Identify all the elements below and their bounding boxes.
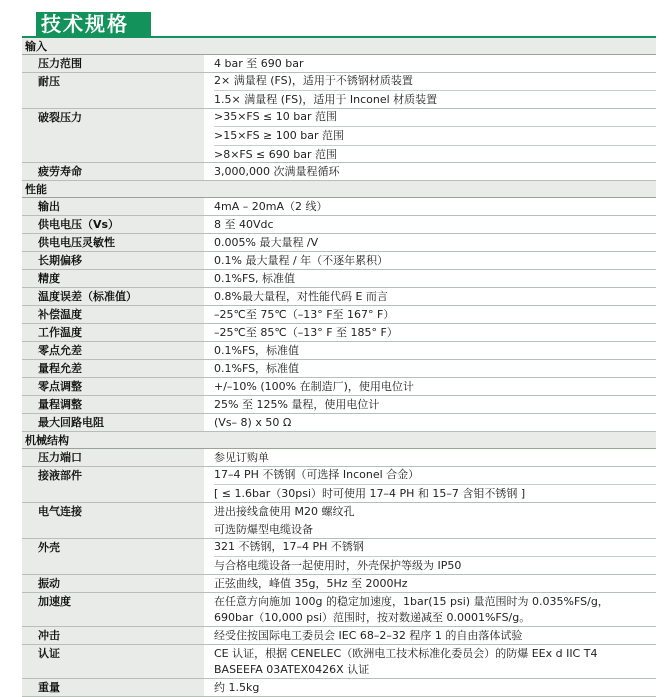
spec-value: [204, 252, 656, 270]
section-header: 机械结构: [22, 432, 656, 449]
spec-value-line: 在任意方向施加 100g 的稳定加速度，1bar(15 psi) 量范围时为 0.035%FS/g，: [214, 594, 609, 608]
spec-label: 最大回路电阻: [22, 414, 204, 432]
spec-row: [22, 288, 656, 306]
spec-label: 温度误差（标准值）: [22, 288, 204, 306]
spec-row: [22, 539, 656, 575]
spec-label: 电气连接: [22, 503, 204, 539]
spec-value: [204, 342, 656, 360]
spec-label: 供电电压（Vs）: [22, 216, 204, 234]
spec-value-line: 17–4 PH 不锈钢（可选择 Inconel 合金）: [214, 468, 420, 481]
spec-value-line: –25℃至 85℃（–13° F 至 185° F）: [214, 325, 398, 339]
spec-row: [22, 593, 656, 627]
spec-value-line: 0.1%FS，标准值: [214, 361, 300, 375]
spec-value-line: 4 bar 至 690 bar: [214, 56, 304, 70]
spec-label: 认证: [22, 645, 204, 679]
spec-row: [22, 360, 656, 378]
spec-value-line: 8 至 40Vdc: [214, 217, 274, 231]
spec-value-line: 690bar（10,000 psi）范围时，按对数递减至 0.0001%FS/g。: [214, 610, 531, 624]
spec-value: [204, 306, 656, 324]
spec-value-line: 参见订购单: [214, 450, 269, 464]
spec-row: [22, 198, 656, 216]
spec-value: [204, 270, 656, 288]
spec-row: [22, 234, 656, 252]
spec-table: [22, 38, 656, 697]
spec-value: [204, 55, 656, 73]
spec-label: 长期偏移: [22, 252, 204, 270]
spec-value-line: 经受住按国际电工委员会 IEC 68–2–32 程序 1 的自由落体试验: [214, 628, 523, 642]
spec-label: 重量: [22, 679, 204, 697]
section-header: 性能: [22, 181, 656, 198]
spec-label: 输出: [22, 198, 204, 216]
spec-value: [204, 324, 656, 342]
spec-value-line: BASEEFA 03ATEX0426X 认证: [214, 662, 370, 676]
spec-row: [22, 396, 656, 414]
spec-value: [204, 163, 656, 181]
spec-label: 破裂压力: [22, 109, 204, 163]
spec-value-line: 2× 满量程 (FS)，适用于不锈钢材质装置: [214, 74, 413, 87]
spec-label: 量程允差: [22, 360, 204, 378]
spec-value: [204, 467, 656, 503]
spec-row: [22, 414, 656, 432]
spec-value-line: CE 认证，根据 CENELEC（欧洲电工技术标准化委员会）的防爆 EEx d IIC T4: [214, 646, 598, 660]
spec-row: [22, 252, 656, 270]
spec-label: 接液部件: [22, 467, 204, 503]
spec-row: [22, 449, 656, 467]
spec-value: [204, 216, 656, 234]
spec-label: 量程调整: [22, 396, 204, 414]
spec-value-line: 25% 至 125% 量程，使用电位计: [214, 397, 380, 411]
spec-value: [204, 645, 656, 679]
spec-label: 振动: [22, 575, 204, 593]
spec-row: [22, 109, 656, 163]
spec-value-line: 0.1%FS，标准值: [214, 343, 300, 357]
spec-row: [22, 306, 656, 324]
spec-row: [22, 575, 656, 593]
spec-label: 疲劳寿命: [22, 163, 204, 181]
spec-value-line: >15×FS ≥ 100 bar 范围: [214, 126, 656, 145]
spec-value-line: 约 1.5kg: [214, 680, 260, 694]
spec-value-line: 0.005% 最大量程 /V: [214, 235, 319, 249]
spec-row: [22, 163, 656, 181]
spec-value-line: >8×FS ≤ 690 bar 范围: [214, 145, 656, 164]
spec-value: [204, 575, 656, 593]
spec-row: [22, 270, 656, 288]
spec-value-line: –25℃至 75℃（–13° F至 167° F）: [214, 307, 395, 321]
spec-value-line: 正弦曲线，峰值 35g，5Hz 至 2000Hz: [214, 576, 408, 590]
spec-row: [22, 342, 656, 360]
spec-label: 零点调整: [22, 378, 204, 396]
spec-row: [22, 378, 656, 396]
spec-value-line: (Vs– 8) x 50 Ω: [214, 415, 292, 429]
spec-value-line: 0.1%FS, 标准值: [214, 271, 296, 285]
spec-label: 供电电压灵敏性: [22, 234, 204, 252]
spec-value: [204, 73, 656, 109]
spec-label: 耐压: [22, 73, 204, 109]
spec-row: [22, 55, 656, 73]
spec-row: [22, 503, 656, 539]
spec-row: [22, 467, 656, 503]
spec-value: [204, 414, 656, 432]
spec-value: [204, 198, 656, 216]
spec-row: [22, 73, 656, 109]
spec-label: 压力端口: [22, 449, 204, 467]
spec-row: [22, 324, 656, 342]
spec-value-line: 1.5× 满量程 (FS)，适用于 Inconel 材质装置: [214, 90, 656, 109]
spec-value-line: >35×FS ≤ 10 bar 范围: [214, 109, 337, 123]
spec-value-line: 进出接线盒使用 M20 螺纹孔: [214, 504, 355, 518]
spec-value-line: +/–10% (100% 在制造厂)，使用电位计: [214, 379, 414, 393]
spec-label: 精度: [22, 270, 204, 288]
spec-value-line: 321 不锈钢，17–4 PH 不锈钢: [214, 540, 364, 553]
spec-row: [22, 645, 656, 679]
spec-value: [204, 627, 656, 645]
spec-value: [204, 539, 656, 575]
spec-value-line: [ ≤ 1.6bar（30psi）时可使用 17–4 PH 和 15–7 含钼不锈钢 ]: [214, 484, 656, 503]
spec-value: [204, 503, 656, 539]
spec-value-line: 0.1% 最大量程 / 年（不逐年累积）: [214, 253, 389, 267]
spec-value: [204, 234, 656, 252]
spec-label: 压力范围: [22, 55, 204, 73]
spec-row: [22, 679, 656, 697]
spec-value: [204, 288, 656, 306]
spec-value-line: 0.8%最大量程，对性能代码 E 而言: [214, 289, 388, 303]
spec-value: [204, 360, 656, 378]
spec-label: 加速度: [22, 593, 204, 627]
section-header: 输入: [22, 38, 656, 55]
spec-value: [204, 396, 656, 414]
spec-value-line: 4mA – 20mA（2 线）: [214, 199, 328, 213]
spec-value: [204, 109, 656, 163]
spec-value: [204, 378, 656, 396]
spec-value-line: 3,000,000 次满量程循环: [214, 164, 340, 178]
spec-label: 零点允差: [22, 342, 204, 360]
spec-value-line: 可选防爆型电缆设备: [214, 522, 313, 536]
spec-value-line: 与合格电缆设备一起使用时，外壳保护等级为 IP50: [214, 556, 656, 575]
spec-value: [204, 449, 656, 467]
spec-label: 补偿温度: [22, 306, 204, 324]
spec-value: [204, 593, 656, 627]
spec-row: [22, 216, 656, 234]
spec-value: [204, 679, 656, 697]
spec-label: 外壳: [22, 539, 204, 575]
spec-label: 冲击: [22, 627, 204, 645]
spec-row: [22, 627, 656, 645]
spec-label: 工作温度: [22, 324, 204, 342]
page-title: 技术规格: [36, 12, 151, 36]
